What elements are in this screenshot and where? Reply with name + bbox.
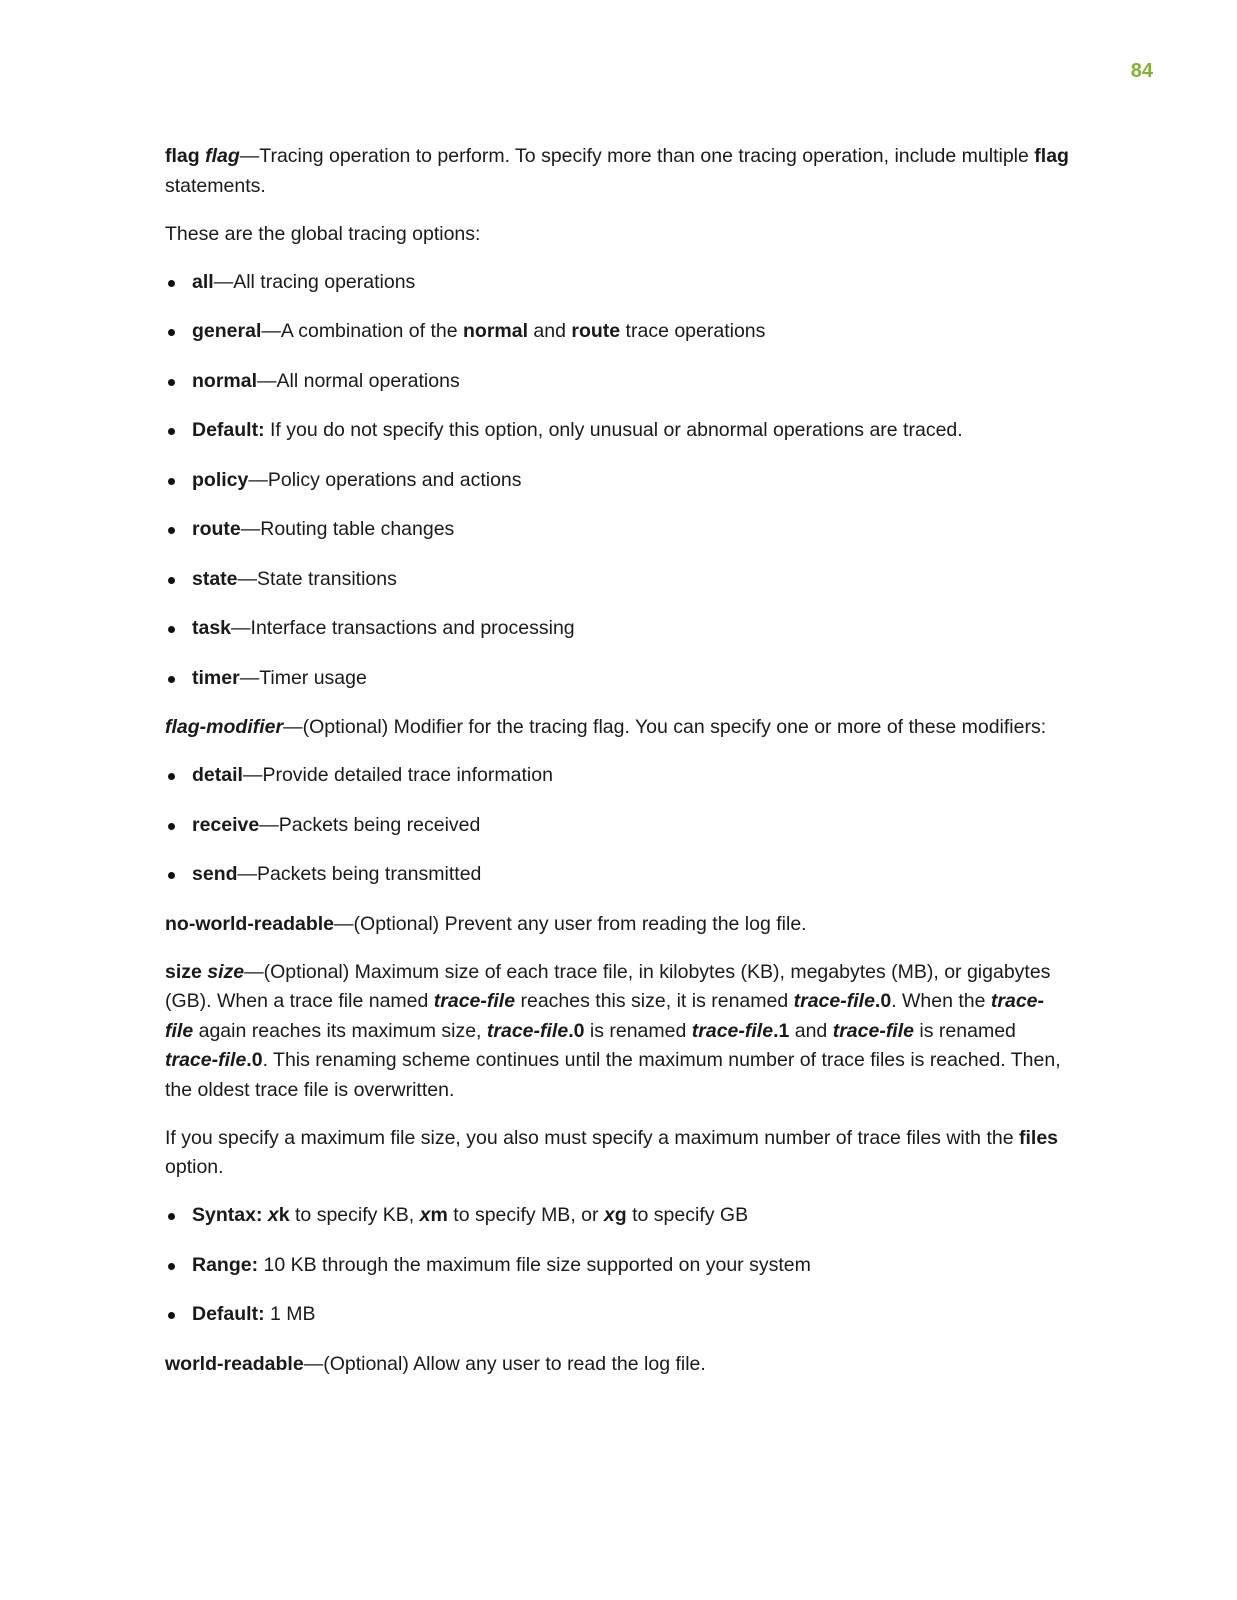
keyword: files <box>1018 1126 1059 1149</box>
list-item: state—State transitions <box>165 565 1070 595</box>
argument: flag-modifier <box>165 716 284 738</box>
list-item: timer—Timer usage <box>165 664 1070 694</box>
list-item: receive—Packets being received <box>165 811 1070 841</box>
argument: size <box>207 960 245 983</box>
size-description: size size—(Optional) Maximum size of each trace file, in kilobytes (KB), megabytes (MB), or gigabytes (GB). When a trace file named trace-file reaches this size, it is renamed trace-file.0. When the trace-file again reaches its maximum size, trace-file.0 is renamed trace-file.1 and trace-file is renamed trace-file.0. This renaming scheme continues until the maximum number of trace files is reached. Then, the oldest trace file is overwritten. <box>165 960 1061 1101</box>
keyword: flag <box>1034 145 1069 167</box>
list-item: route—Routing table changes <box>165 515 1070 545</box>
argument: flag <box>205 145 240 167</box>
flag-description: flag flag—Tracing operation to perform. To specify more than one tracing operation, include multiple flag statements. <box>165 145 1069 197</box>
flag-modifier-description: flag-modifier—(Optional) Modifier for the tracing flag. You can specify one or more of these modifiers: <box>165 716 1047 738</box>
document-body <box>165 142 1070 1398</box>
list-item: send—Packets being transmitted <box>165 860 1070 890</box>
list-item: policy—Policy operations and actions <box>165 466 1070 496</box>
list-item: all—All tracing operations <box>165 268 1070 298</box>
list-item: Default: If you do not specify this option, only unusual or abnormal operations are traced. <box>165 416 1070 446</box>
page-number: 84 <box>1130 60 1153 82</box>
list-item-syntax: Syntax: xk to specify KB, xm to specify MB, or xg to specify GB <box>165 1201 1070 1231</box>
no-world-readable-description: no-world-readable—(Optional) Prevent any user from reading the log file. <box>165 912 807 935</box>
size-details-list <box>165 1201 1070 1330</box>
list-item: detail—Provide detailed trace information <box>165 761 1070 791</box>
list-item-default: Default: 1 MB <box>165 1300 1070 1330</box>
keyword: world-readable <box>165 1352 304 1375</box>
keyword: no-world-readable <box>165 912 335 935</box>
list-item: normal—All normal operations <box>165 367 1070 397</box>
keyword: flag <box>165 145 200 167</box>
global-options-list <box>165 268 1070 694</box>
list-item: general—A combination of the normal and route trace operations <box>165 317 1070 347</box>
global-options-intro: These are the global tracing options: <box>165 222 481 245</box>
list-item-range: Range: 10 KB through the maximum file size supported on your system <box>165 1251 1070 1281</box>
size-note: If you specify a maximum file size, you also must specify a maximum number of trace files with the files option. <box>165 1126 1059 1178</box>
modifiers-list <box>165 761 1070 890</box>
list-item: task—Interface transactions and processing <box>165 614 1070 644</box>
world-readable-description: world-readable—(Optional) Allow any user to read the log file. <box>165 1352 706 1375</box>
keyword: size <box>165 960 202 983</box>
